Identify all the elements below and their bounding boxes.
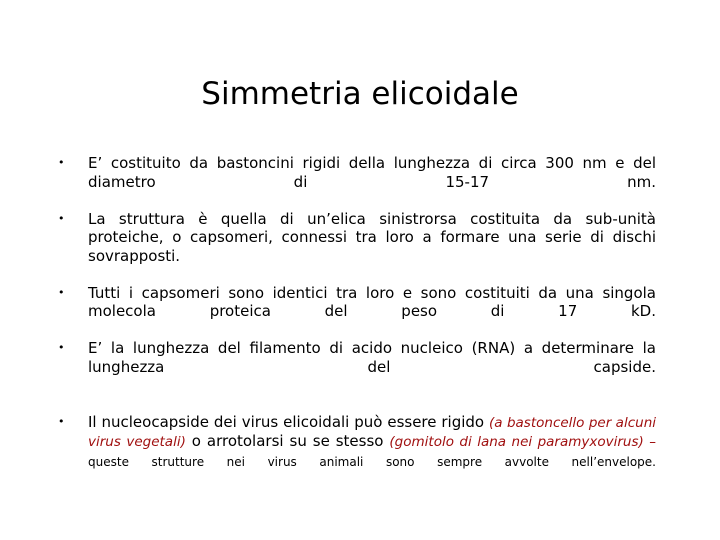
bullet-text: Il nucleocapside dei virus elicoidali può essere rigido: [88, 412, 489, 431]
note-envelope: queste strutture nei virus animali sono sempre avvolte nell’envelope.: [88, 454, 656, 469]
bullet-dot: •: [58, 211, 65, 225]
bullet-text: E’ costituito da bastoncini rigidi della lunghezza di circa 300 nm e del diametro di 15-17 nm.: [88, 154, 656, 191]
bullet-item-nucleocapsid: [58, 413, 656, 489]
bullet-item: [58, 284, 656, 340]
bullet-dot: •: [58, 414, 65, 428]
bullet-text: La struttura è quella di un’elica sinistrorsa costituita da sub-unità proteiche, o capsomeri, connessi tra loro a formare una serie di dischi sovrapposti.: [88, 209, 656, 265]
note-paramyxovirus: (gomitolo di lana nei paramyxovirus) –: [389, 434, 656, 450]
bullet-dot: •: [58, 341, 65, 354]
bullet-dot: •: [58, 285, 65, 299]
bullet-text: E’ la lunghezza del filamento di acido nucleico (RNA) a determinare la lunghezza del capside.: [88, 339, 656, 376]
bullet-dot: •: [58, 156, 65, 169]
slide-title: Simmetria elicoidale: [201, 76, 519, 112]
bullet-item: [58, 210, 656, 284]
note-plant-viruses: (a bastoncello per alcuni virus vegetali): [88, 414, 656, 450]
bullet-text: o arrotolarsi su se stesso: [185, 432, 390, 450]
bullet-list: [58, 154, 656, 489]
bullet-text: Tutti i capsomeri sono identici tra loro e sono costituiti da una singola molecola proteica del peso di 17 kD.: [88, 283, 656, 320]
bullet-item: [58, 339, 656, 395]
bullet-item: [58, 154, 656, 210]
